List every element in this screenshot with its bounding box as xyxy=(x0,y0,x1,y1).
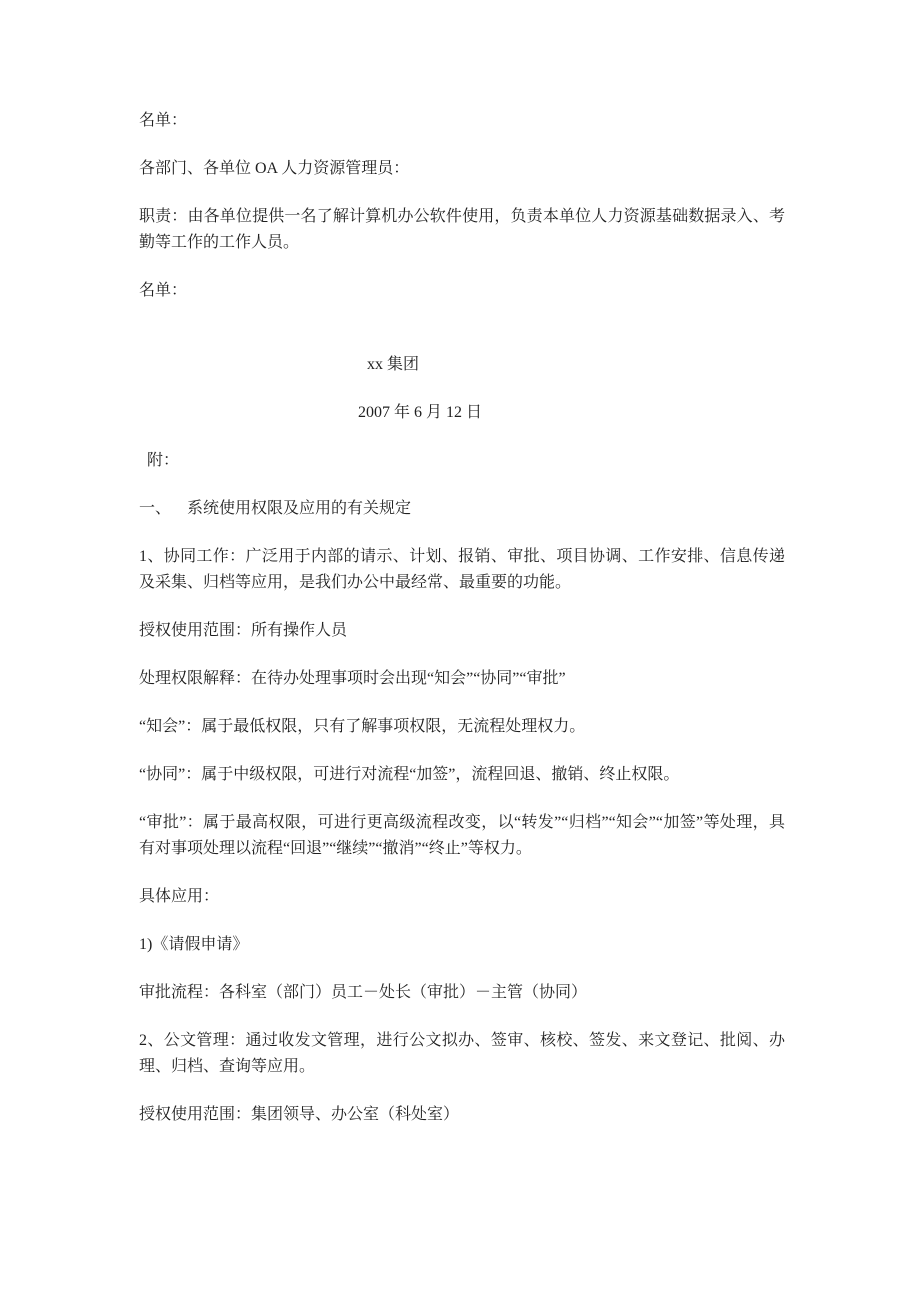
paragraph-name-list-2: 名单： xyxy=(139,282,188,299)
paragraph-addressee: 各部门、各单位 OA 人力资源管理员： xyxy=(139,160,410,177)
paragraph-permission-explanation: 处理权限解释：在待办处理事项时会出现“知会”“协同”“审批” xyxy=(139,670,566,687)
signature-company: xx 集团 xyxy=(367,356,420,373)
signature-date: 2007 年 6 月 12 日 xyxy=(358,404,483,421)
paragraph-collaboration-intro: 1、协同工作：广泛用于内部的请示、计划、报销、审批、项目协调、工作安排、信息传递及采集、归档等应用，是我们办公中最经常、最重要的功能。 xyxy=(139,548,785,591)
paragraph-xietong-definition: “协同”：属于中级权限，可进行对流程“加签”，流程回退、撤销、终止权限。 xyxy=(139,766,680,783)
paragraph-name-list-1: 名单： xyxy=(139,112,188,129)
paragraph-approval-flow: 审批流程：各科室（部门）员工－处长（审批）－主管（协同） xyxy=(139,984,588,1001)
paragraph-document-management: 2、公文管理：通过收发文管理，进行公文拟办、签审、核校、签发、来文登记、批阅、办理、归档、查询等应用。 xyxy=(139,1032,785,1075)
paragraph-shenpi-definition: “审批”：属于最高权限，可进行更高级流程改变，以“转发”“归档”“知会”“加签”等处理，具有对事项处理以流程“回退”“继续”“撤消”“终止”等权力。 xyxy=(139,814,785,857)
paragraph-zhihui-definition: “知会”：属于最低权限，只有了解事项权限，无流程处理权力。 xyxy=(139,718,586,735)
paragraph-authorized-scope-2: 授权使用范围：集团领导、办公室（科处室） xyxy=(139,1106,460,1123)
paragraph-specific-applications: 具体应用： xyxy=(139,888,220,905)
section-number: 一、 xyxy=(139,500,172,517)
paragraph-authorized-scope-1: 授权使用范围：所有操作人员 xyxy=(139,622,348,639)
paragraph-duty-description: 职责：由各单位提供一名了解计算机办公软件使用，负责本单位人力资源基础数据录入、考勤等工作的工作人员。 xyxy=(139,208,785,251)
document-body xyxy=(139,108,785,1128)
section-heading xyxy=(139,496,785,522)
attachment-label: 附： xyxy=(147,452,180,469)
paragraph-leave-application: 1)《请假申请》 xyxy=(139,936,249,953)
section-title: 系统使用权限及应用的有关规定 xyxy=(187,500,412,517)
